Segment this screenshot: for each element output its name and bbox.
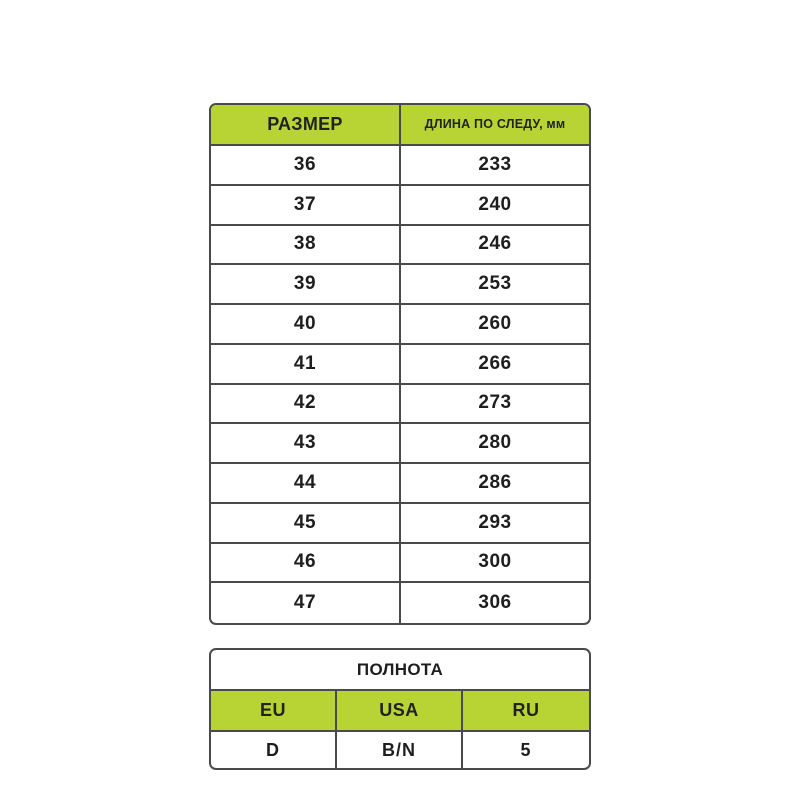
width-header-ru: RU [463, 691, 589, 732]
foot-length-column-header: ДЛИНА ПО СЛЕДУ, мм [401, 105, 589, 146]
foot-length-cell: 233 [401, 146, 589, 186]
width-table [209, 648, 591, 770]
size-cell: 46 [211, 544, 401, 584]
foot-length-cell: 280 [401, 424, 589, 464]
size-cell: 37 [211, 186, 401, 226]
width-value-usa: B/N [337, 732, 463, 768]
size-cell: 39 [211, 265, 401, 305]
foot-length-cell: 253 [401, 265, 589, 305]
foot-length-cell: 273 [401, 385, 589, 425]
width-header-usa: USA [337, 691, 463, 732]
foot-length-cell: 300 [401, 544, 589, 584]
width-value-eu: D [211, 732, 337, 768]
size-chart-table [209, 103, 591, 625]
foot-length-cell: 306 [478, 592, 512, 614]
width-value-ru: 5 [520, 739, 532, 760]
foot-length-cell: 266 [401, 345, 589, 385]
foot-length-cell: 240 [401, 186, 589, 226]
width-table-title: ПОЛНОТА [211, 650, 589, 691]
size-cell: 44 [211, 464, 401, 504]
size-cell: 42 [211, 385, 401, 425]
foot-length-cell: 246 [401, 226, 589, 266]
size-cell: 41 [211, 345, 401, 385]
size-cell: 36 [211, 146, 401, 186]
foot-length-cell: 260 [401, 305, 589, 345]
size-column-header: РАЗМЕР [211, 105, 401, 146]
foot-length-cell: 286 [401, 464, 589, 504]
size-cell: 43 [211, 424, 401, 464]
size-cell: 47 [211, 583, 401, 623]
size-cell: 40 [211, 305, 401, 345]
size-cell: 38 [211, 226, 401, 266]
foot-length-cell: 293 [401, 504, 589, 544]
size-cell: 45 [211, 504, 401, 544]
width-header-eu: EU [211, 691, 337, 732]
